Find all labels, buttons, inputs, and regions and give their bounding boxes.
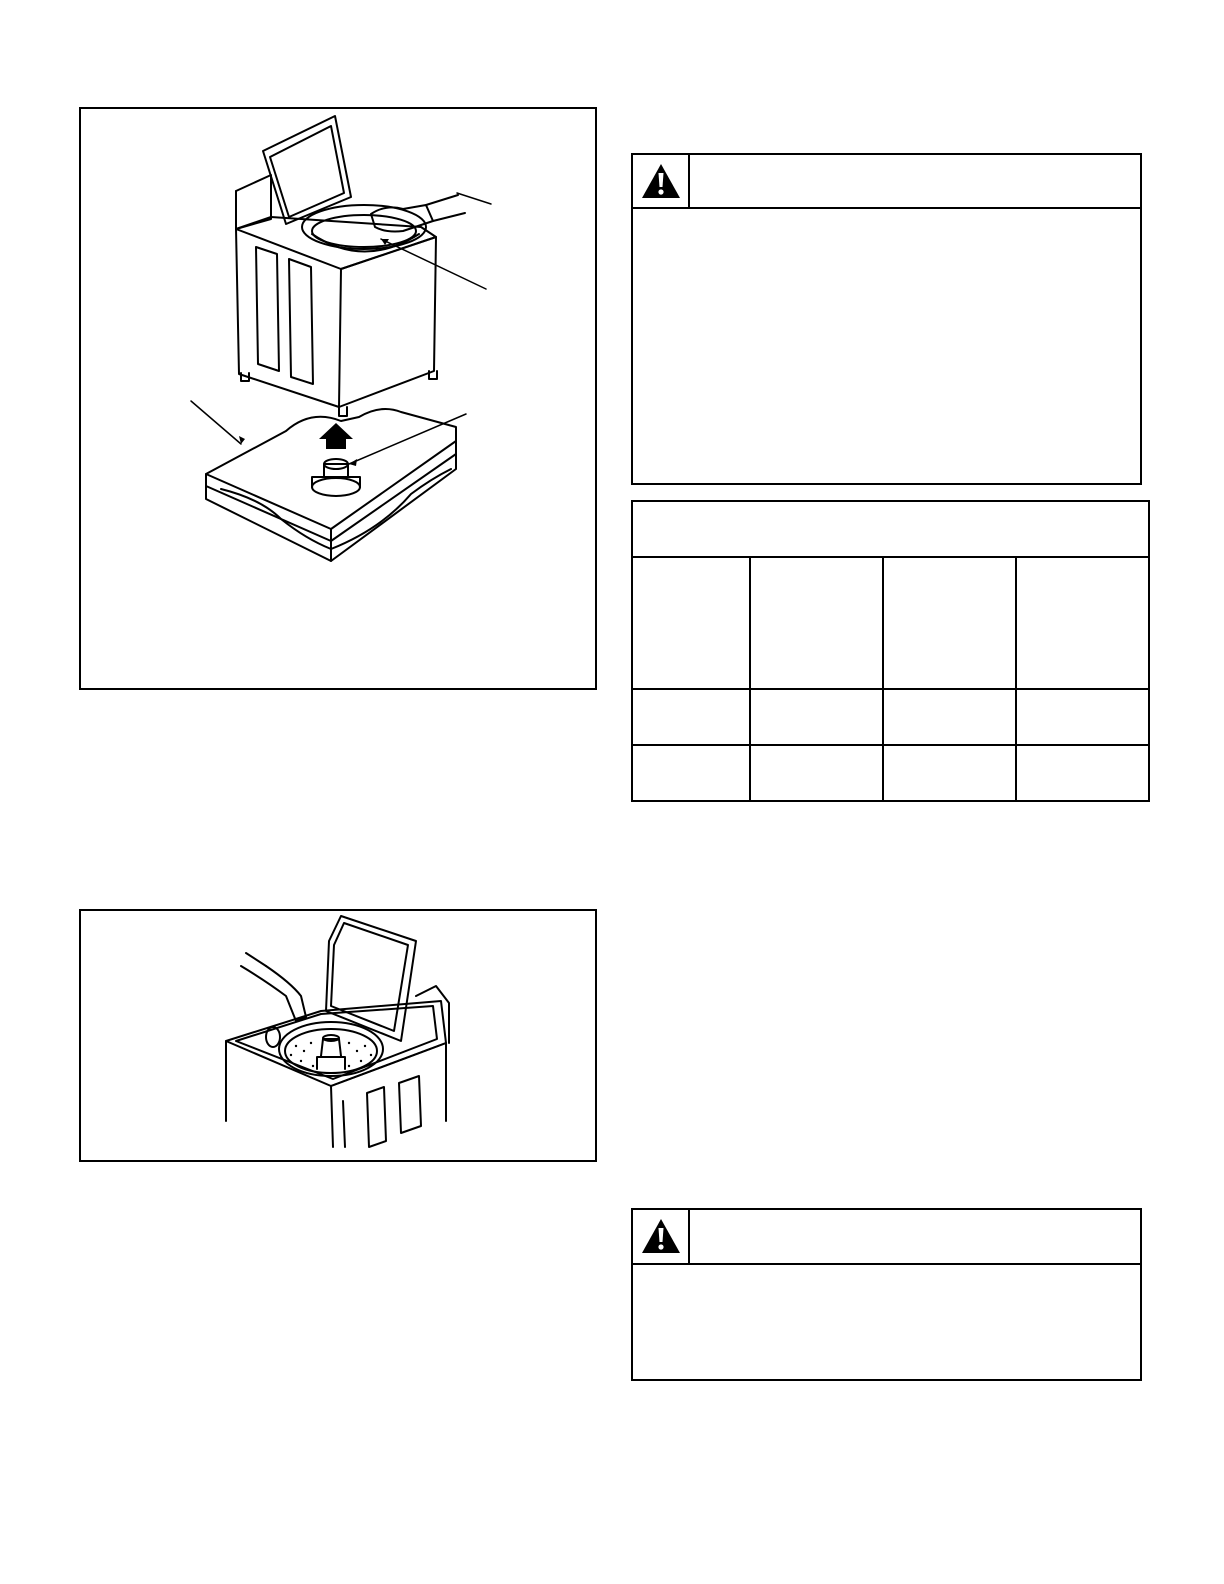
table-cell — [883, 745, 1016, 801]
spec-table-header — [750, 557, 883, 689]
tub-holes — [290, 1042, 372, 1067]
table-row — [632, 689, 1149, 745]
table-row — [632, 745, 1149, 801]
spec-table-title — [632, 501, 1149, 557]
warning-triangle-icon — [633, 155, 690, 207]
table-cell — [1016, 745, 1149, 801]
table-cell — [632, 689, 750, 745]
table-cell — [883, 689, 1016, 745]
spec-table-header — [632, 557, 750, 689]
figure-washer-drain-pan — [79, 107, 597, 690]
table-cell — [750, 745, 883, 801]
table-cell — [1016, 689, 1149, 745]
spec-table-header — [1016, 557, 1149, 689]
figure-washer-tub-access — [79, 909, 597, 1162]
warning-box-top — [631, 153, 1142, 485]
spec-table — [631, 500, 1150, 802]
warning-box-bottom — [631, 1208, 1142, 1381]
washer-tub-access-illustration — [81, 911, 595, 1160]
spec-table-header — [883, 557, 1016, 689]
table-cell — [632, 745, 750, 801]
table-cell — [750, 689, 883, 745]
warning-header — [633, 155, 1140, 209]
warning-header — [633, 1210, 1140, 1265]
washer-drain-pan-illustration — [81, 109, 595, 688]
warning-triangle-icon — [633, 1210, 690, 1263]
